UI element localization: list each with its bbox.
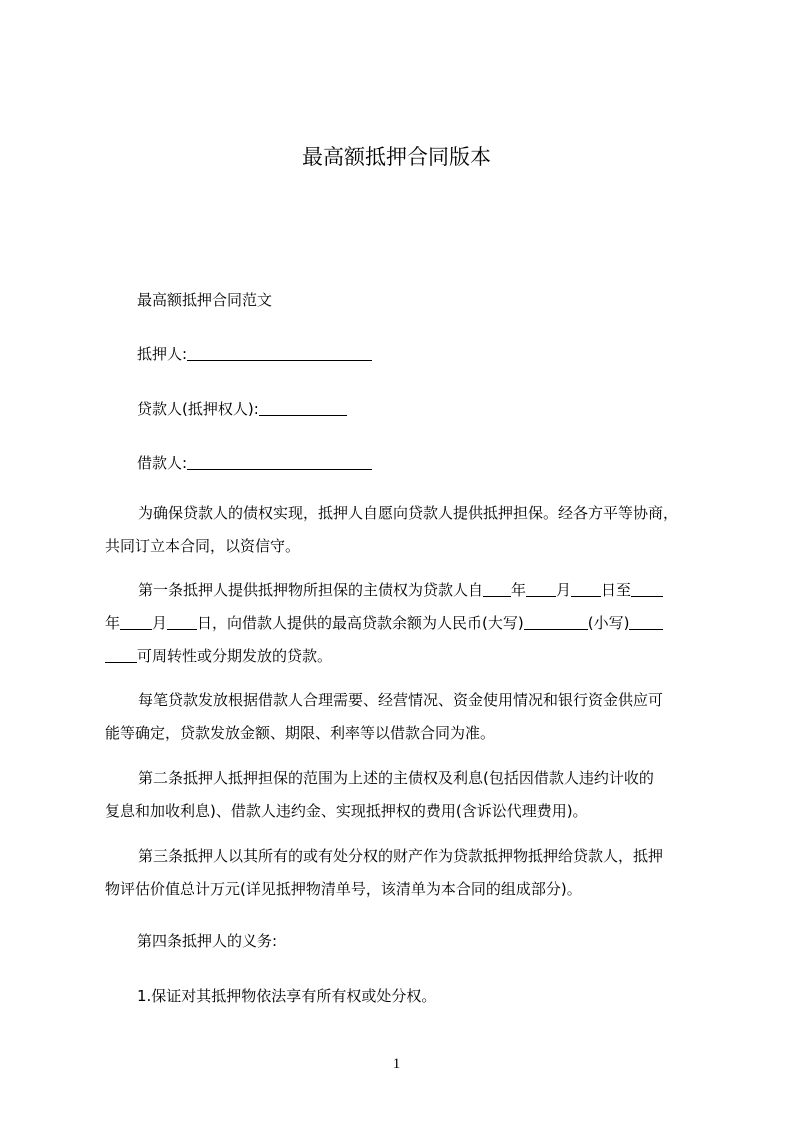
mortgagor-line: [137, 343, 372, 365]
article-3-paragraph: [105, 840, 703, 906]
article-4-heading: 第四条抵押人的义务:: [137, 932, 278, 950]
lender-line: [137, 398, 347, 420]
start-year-blank: [483, 581, 511, 597]
obligation-item-1: 1.保证对其抵押物依法享有所有权或处分权。: [137, 987, 437, 1005]
article-2-line-2: 复息和加收利息)、借款人违约金、实现抵押权的费用(含诉讼代理费用)。: [105, 802, 588, 820]
end-year-blank-head: [631, 581, 663, 597]
borrower-line: [137, 452, 372, 474]
lender-label: 贷款人(抵押权人):: [137, 400, 259, 418]
end-year-label: 年: [105, 614, 121, 632]
intro-line-2: 共同订立本合同，以资信守。: [105, 537, 301, 555]
loan-line-1: 每笔贷款发放根据借款人合理需要、经营情况、资金使用情况和银行资金供应可: [138, 691, 664, 709]
document-title: 最高额抵押合同版本: [302, 145, 491, 169]
borrower-blank: [187, 454, 372, 470]
contract-subtitle: 最高额抵押合同范文: [137, 291, 273, 309]
article-1-amount-text: 日，向借款人提供的最高贷款余额为人民币(大写): [197, 614, 524, 632]
end-month-label: 月: [152, 614, 168, 632]
mortgagor-label: 抵押人:: [137, 345, 188, 363]
end-month-blank: [120, 614, 152, 630]
article-1-text: 第一条抵押人提供抵押物所担保的主债权为贷款人自: [138, 581, 484, 599]
lender-blank: [259, 400, 347, 416]
year-label: 年: [511, 581, 527, 599]
start-day-blank: [571, 581, 601, 597]
borrower-label: 借款人:: [137, 454, 188, 472]
article-2-paragraph: [105, 762, 703, 828]
amount-figures-blank: [629, 614, 663, 630]
article-1-end: 可周转性或分期发放的贷款。: [137, 647, 333, 665]
article-3-line-1: 第三条抵押人以其所有的或有处分权的财产作为贷款抵押物抵押给贷款人，抵押: [138, 847, 664, 865]
article-2-line-1: 第二条抵押人抵押担保的范围为上述的主债权及利息(包括因借款人违约计收的: [138, 769, 654, 787]
article-3-line-2: 物评估价值总计万元(详见抵押物清单号，该清单为本合同的组成部分)。: [105, 880, 582, 898]
loan-issuance-paragraph: [105, 684, 703, 750]
mortgagor-blank: [187, 345, 372, 361]
loan-line-2: 能等确定，贷款发放金额、期限、利率等以借款合同为准。: [105, 724, 496, 742]
article-1-paragraph: [105, 574, 703, 673]
end-day-blank: [167, 614, 197, 630]
amount-words-blank: [524, 614, 588, 630]
day-to-label: 日至: [601, 581, 632, 599]
intro-line-1: 为确保贷款人的债权实现，抵押人自愿向贷款人提供抵押担保。经各方平等协商，: [138, 504, 679, 522]
intro-paragraph: [105, 497, 703, 563]
amount-figures-blank-continued: [105, 647, 137, 663]
month-label: 月: [556, 581, 572, 599]
start-month-blank: [526, 581, 556, 597]
amount-figures-label: (小写): [587, 614, 630, 632]
page-number: 1: [392, 1056, 401, 1072]
